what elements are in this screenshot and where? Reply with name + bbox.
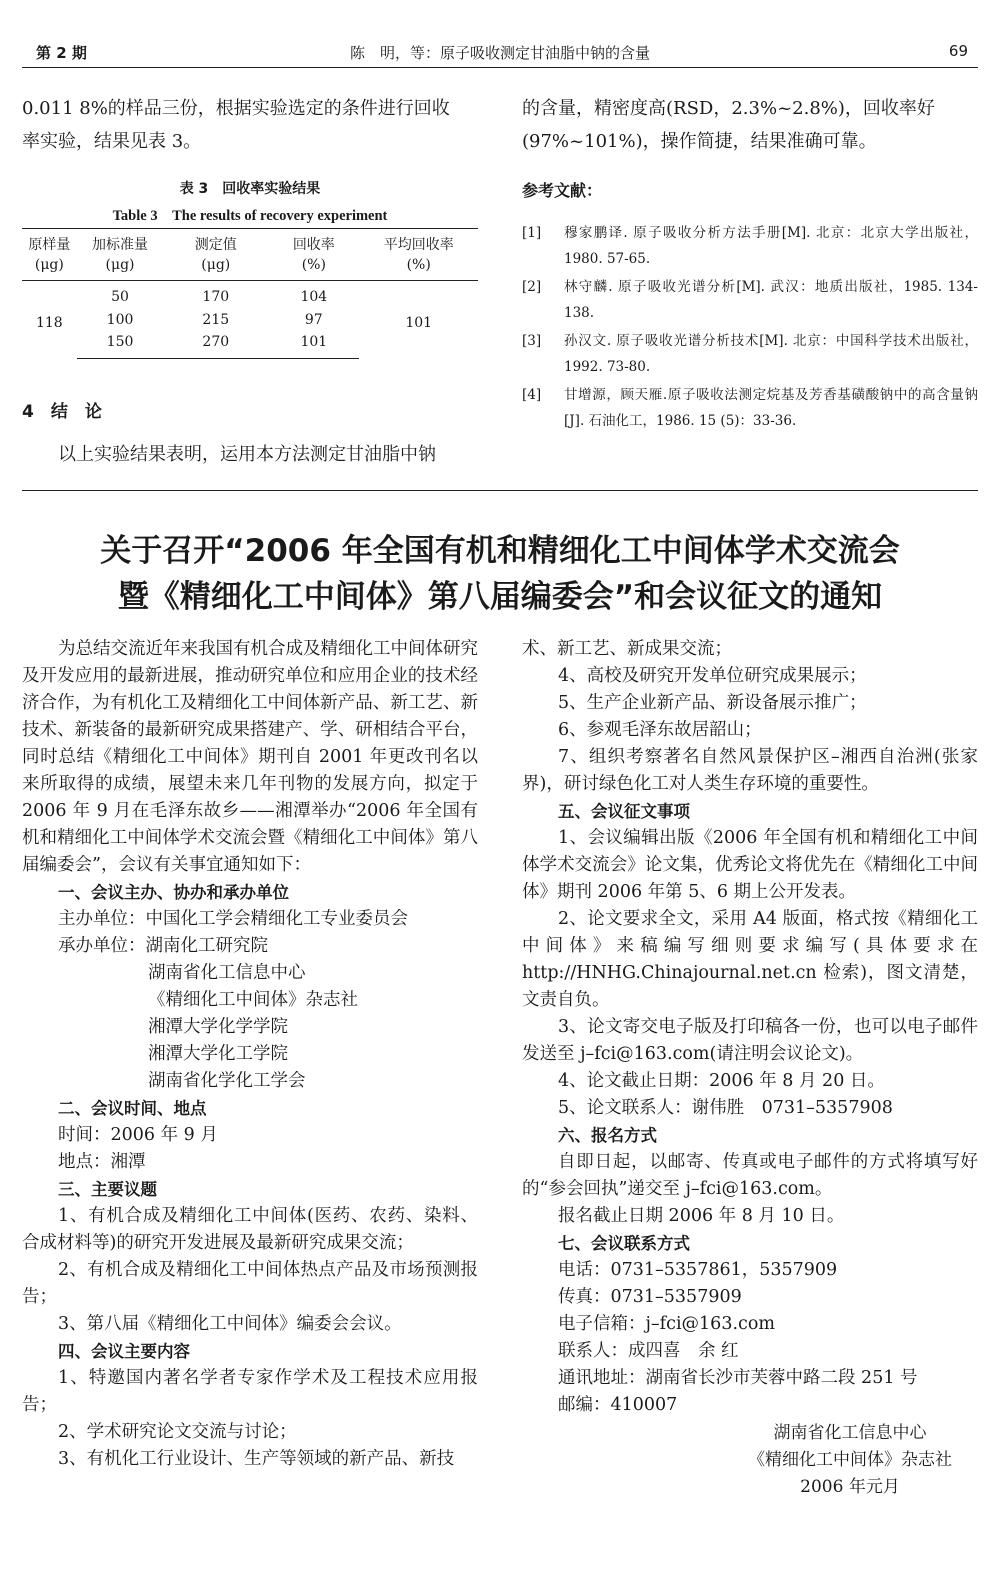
column-header: 原样量 [22, 229, 77, 255]
section-heading: 七、会议联系方式 [558, 1234, 690, 1253]
conclusion-continuation [522, 92, 978, 158]
submission-item: 4、论文截止日期：2006 年 8 月 20 日。 [558, 1071, 885, 1091]
table-unit-row [22, 255, 478, 281]
table-cell: 100 [106, 311, 134, 328]
intro-paragraph: 为总结交流近年来我国有机合成及精细化工中间体研究及开发应用的最新进展，推动研究单位和应用企业的技术经济合作，为有机化工及精细化工中间体新产品、新工艺、新技术、新装备的最新研究成果搭建产、学、研相结合平台，同时总结《精细化工中间体》期刊自 2001 年更改刊名以来所取得的成绩，展望未来几年刊物的发展方向，拟定于 2006 年 9 月在毛泽东故乡——湘潭举办“2006 年全国有机和精细化工中间体学术交流会暨《精细化工中间体》第八届编委会”，会议有关事宜通知如下： [22, 639, 478, 875]
contact-address: 通讯地址：湖南省长沙市芙蓉中路二段 251 号 [558, 1368, 918, 1388]
table-cell: 101 [268, 333, 359, 359]
reference-text: 林守麟. 原子吸收光谱分析[M]. 武汉：地质出版社，1985. 134-138. [564, 279, 978, 321]
references-heading: 参考文献： [522, 181, 603, 200]
topic-item: 2、有机合成及精细化工中间体热点产品及市场预测报告； [22, 1260, 478, 1307]
section-4-heading: 4 结 论 [22, 402, 102, 422]
table-header-row [22, 229, 478, 255]
table-caption-en: Table 3 The results of recovery experiment [112, 208, 388, 224]
reference-number: [3] [522, 333, 542, 349]
text-line: 率实验，结果见表 3。 [22, 131, 202, 152]
section-heading: 二、会议时间、地点 [58, 1099, 207, 1118]
submission-item: 1、会议编辑出版《2006 年全国有机和精细化工中间体学术交流会》论文集，优秀论文将优先在《精细化工中间体》期刊 2006 年第 5、6 期上公开发表。 [522, 828, 978, 902]
signature-line: 《精细化工中间体》杂志社 [748, 1450, 952, 1470]
table-cell: 150 [77, 333, 164, 359]
signature-line: 湖南省化工信息中心 [773, 1423, 927, 1443]
column-unit: (%) [359, 255, 478, 281]
column-unit: (μg) [163, 255, 268, 281]
recovery-table [22, 228, 478, 359]
host-unit: 主办单位：中国化工学会精细化工专业委员会 [58, 909, 408, 929]
column-unit: (μg) [22, 255, 77, 281]
reference-item [522, 328, 978, 380]
column-header: 平均回收率 [359, 229, 478, 255]
notice-title [22, 528, 978, 620]
conclusion-paragraph: 以上实验结果表明，运用本方法测定甘油脂中钠 [58, 444, 436, 465]
column-unit: (%) [268, 255, 359, 281]
table-cell: 170 [202, 288, 230, 305]
content-continuation: 术、新工艺、新成果交流； [522, 639, 732, 659]
reference-text: 孙汉文. 原子吸收光谱分析技术[M]. 北京：中国科学技术出版社，1992. 73-80. [564, 333, 978, 375]
notice-left-column [22, 636, 478, 1473]
page-number: 69 [948, 42, 968, 60]
content-item: 1、特邀国内著名学者专家作学术及工程技术应用报告； [22, 1368, 478, 1415]
running-title: 陈 明，等：原子吸收测定甘油脂中钠的含量 [349, 44, 650, 62]
section-heading: 六、报名方式 [558, 1126, 657, 1145]
table-cell: 97 [304, 311, 323, 328]
content-item: 6、参观毛泽东故居韶山； [558, 720, 762, 740]
reference-number: [4] [522, 387, 542, 403]
reference-item [522, 382, 978, 434]
average-recovery-cell: 101 [405, 314, 433, 331]
section-heading: 四、会议主要内容 [58, 1342, 190, 1361]
running-header [22, 36, 978, 68]
content-item: 7、组织考察著名自然风景保护区–湘西自治洲(张家界)，研讨绿色化工对人类生存环境的重要性。 [522, 747, 978, 794]
notice-title-line: 暨《精细化工中间体》第八届编委会”和会议征文的通知 [117, 579, 883, 615]
section-heading: 五、会议征文事项 [558, 802, 690, 821]
organizer-unit: 承办单位：湖南化工研究院 [58, 936, 268, 956]
table-cell: 104 [300, 288, 328, 305]
registration-text: 自即日起，以邮寄、传真或电子邮件的方式将填写好的“参会回执”递交至 j–fci@163.com。 [522, 1152, 978, 1199]
contact-person: 联系人：成四喜 余 红 [558, 1341, 739, 1361]
column-unit: (μg) [77, 255, 164, 281]
organizer-item: 《精细化工中间体》杂志社 [148, 990, 358, 1010]
reference-item [522, 220, 978, 272]
reference-text: 穆家鹏译. 原子吸收分析方法手册[M]. 北京：北京大学出版社，1980. 57-65. [564, 225, 978, 267]
issue-number: 第 2 期 [36, 44, 87, 62]
content-item: 4、高校及研究开发单位研究成果展示； [558, 666, 867, 686]
column-header: 测定值 [163, 229, 268, 255]
submission-item: 5、论文联系人：谢伟胜 0731–5357908 [558, 1098, 893, 1118]
original-amount-cell: 118 [35, 314, 63, 331]
contact-fax: 传真：0731–5357909 [558, 1287, 742, 1307]
content-item: 2、学术研究论文交流与讨论； [58, 1422, 297, 1442]
text-line: (97%~101%)，操作简捷，结果准确可靠。 [522, 131, 877, 152]
table-cell: 215 [202, 311, 230, 328]
contact-email: 电子信箱：j–fci@163.com [558, 1314, 775, 1334]
section-heading: 三、主要议题 [58, 1180, 157, 1199]
text-line: 0.011 8%的样品三份，根据实验选定的条件进行回收 [22, 98, 450, 119]
content-item: 5、生产企业新产品、新设备展示推广； [558, 693, 867, 713]
submission-item: 2、论文要求全文，采用 A4 版面，格式按《精细化工中间体》来稿编写细则要求编写(具体要求在 http://HNHG.Chinajournal.net.cn 检索)，图文清楚，文责自负。 [522, 909, 978, 1010]
notice-right-column [522, 636, 978, 1419]
contact-phone: 电话：0731–5357861，5357909 [558, 1260, 838, 1280]
registration-deadline: 报名截止日期 2006 年 8 月 10 日。 [558, 1206, 845, 1226]
organizer-item: 湖南省化工信息中心 [148, 963, 306, 983]
reference-text: 甘增源，顾天雁.原子吸收法测定烷基及芳香基磺酸钠中的高含量钠[J]. 石油化工，1986. 15 (5)：33-36. [564, 387, 978, 429]
table-cell: 50 [111, 288, 129, 305]
meeting-time: 时间：2006 年 9 月 [58, 1125, 218, 1145]
signature-block [730, 1420, 970, 1501]
reference-number: [2] [522, 279, 542, 295]
reference-list [522, 220, 978, 436]
column-header: 加标准量 [77, 229, 164, 255]
section-divider [22, 490, 978, 491]
organizer-item: 湖南省化学化工学会 [148, 1071, 306, 1091]
table-cell: 270 [163, 333, 268, 359]
column-header: 回收率 [268, 229, 359, 255]
text-line: 的含量，精密度高(RSD，2.3%~2.8%)，回收率好 [522, 98, 935, 119]
topic-item: 1、有机合成及精细化工中间体(医药、农药、染料、合成材料等)的研究开发进展及最新研究成果交流； [22, 1206, 478, 1253]
section-heading: 一、会议主办、协办和承办单位 [58, 883, 289, 902]
table-caption-cn: 表 3 回收率实验结果 [179, 181, 321, 197]
table-row [22, 281, 478, 307]
notice-title-line: 关于召开“2006 年全国有机和精细化工中间体学术交流会 [100, 533, 900, 569]
continuation-paragraph [22, 92, 478, 158]
reference-number: [1] [522, 225, 542, 241]
meeting-place: 地点：湘潭 [58, 1152, 146, 1172]
reference-item [522, 274, 978, 326]
contact-postcode: 邮编：410007 [558, 1395, 678, 1415]
organizer-item: 湘潭大学化工学院 [148, 1044, 288, 1064]
organizer-item: 湘潭大学化学学院 [148, 1017, 288, 1037]
submission-item: 3、论文寄交电子版及打印稿各一份，也可以电子邮件发送至 j–fci@163.com(请注明会议论文)。 [522, 1017, 978, 1064]
topic-item: 3、第八届《精细化工中间体》编委会会议。 [58, 1314, 402, 1334]
content-item: 3、有机化工行业设计、生产等领域的新产品、新技 [58, 1449, 455, 1469]
signature-date: 2006 年元月 [800, 1477, 900, 1497]
